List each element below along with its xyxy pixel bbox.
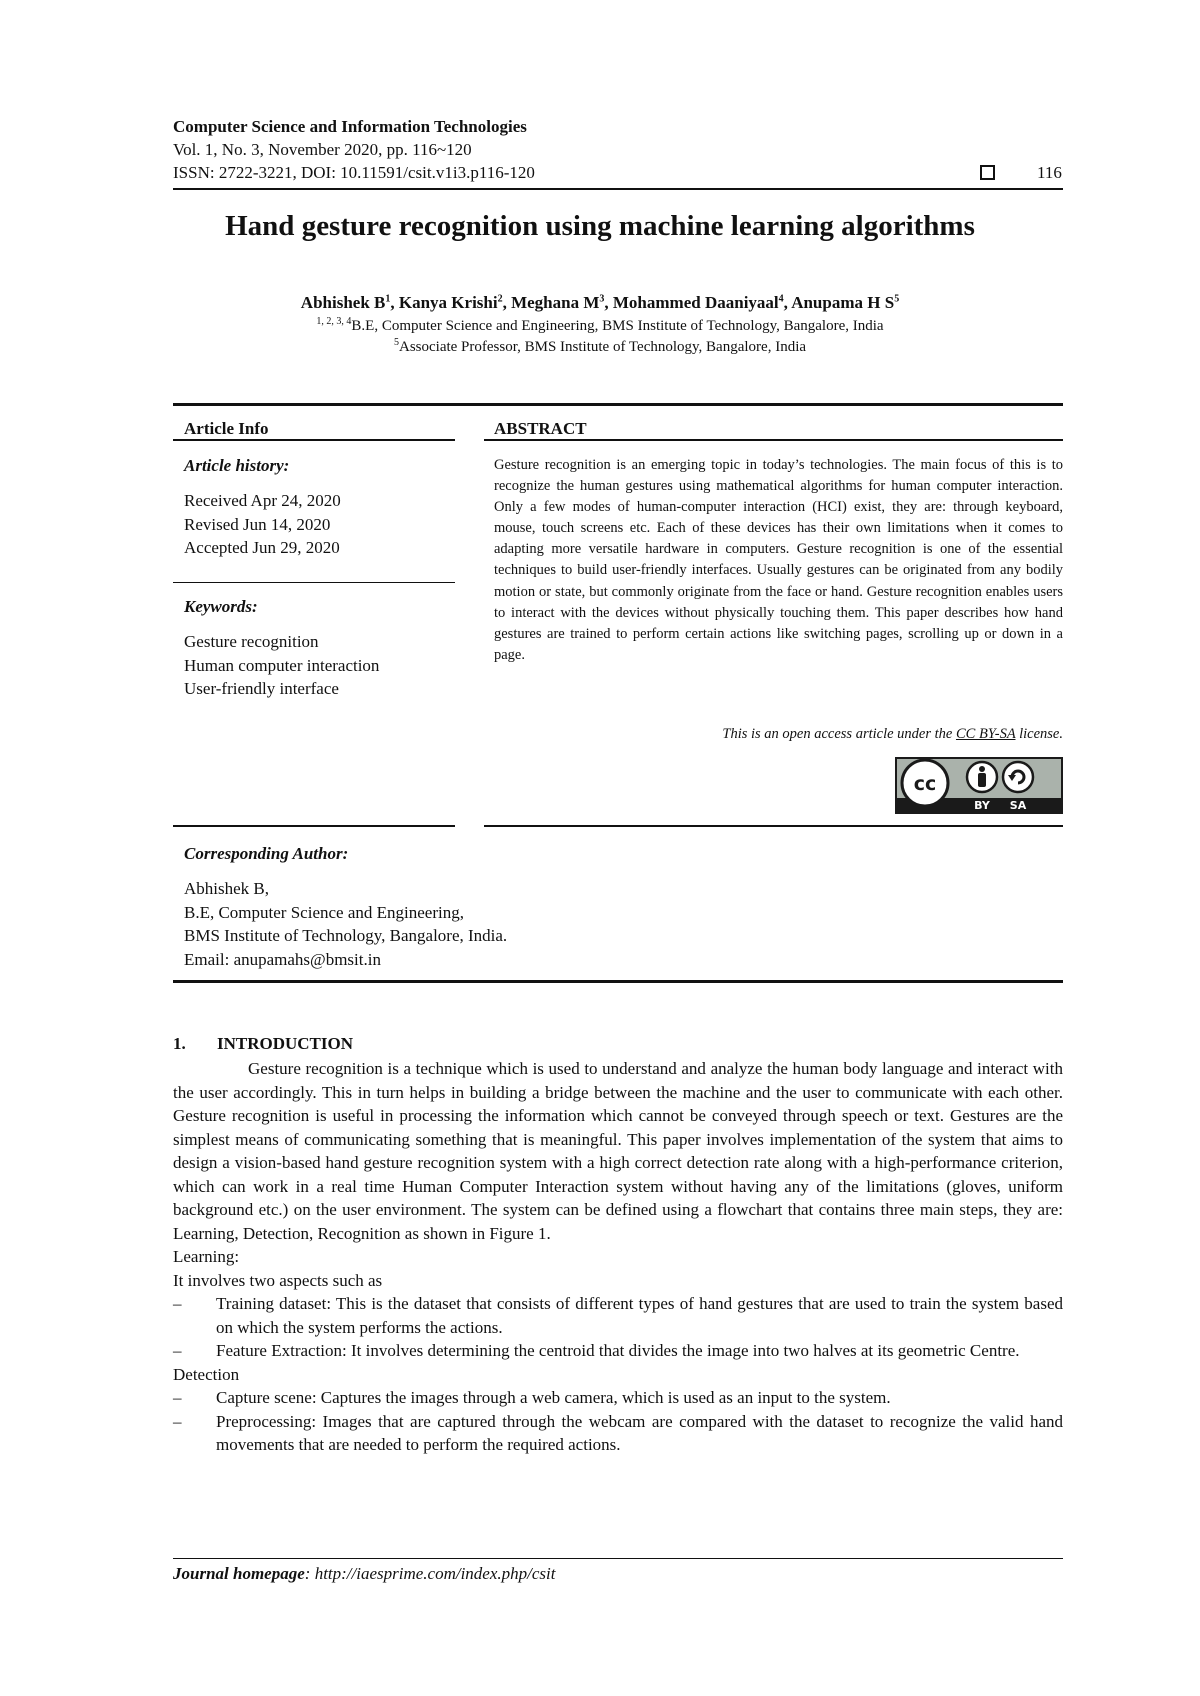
keywords-label: Keywords: (184, 597, 258, 616)
license-link[interactable]: CC BY-SA (955, 726, 1016, 742)
infobox-top-rule (173, 403, 1063, 406)
list-item-text: Capture scene: Captures the images through a web camera, which is used as an input to the system. (216, 1388, 891, 1407)
sa-label: SA (1009, 799, 1027, 812)
accepted-date: Accepted Jun 29, 2020 (184, 538, 340, 557)
bullet-dash: – (173, 1294, 182, 1313)
author-name: Abhishek B (300, 293, 386, 312)
footer-rule (173, 1558, 1063, 1559)
corresponding-author-label: Corresponding Author: (184, 844, 349, 863)
homepage-url[interactable]: : http://iaesprime.com/index.php/csit (304, 1564, 556, 1583)
keywords-rule (173, 582, 455, 583)
affiliation-1 (100, 316, 1100, 335)
learning-intro: It involves two aspects such as (173, 1270, 383, 1290)
license-line (494, 726, 1063, 743)
learning-label: Learning: (173, 1247, 240, 1266)
license-suffix: license. (1015, 726, 1063, 742)
section-heading (173, 1034, 353, 1054)
author-name: Anupama H S (791, 293, 895, 312)
person-body-icon (978, 773, 986, 787)
affiliation-2 (100, 337, 1100, 356)
revised-date: Revised Jun 14, 2020 (184, 514, 331, 534)
cc-by-sa-badge[interactable] (895, 757, 1063, 814)
introduction-body (173, 1057, 1063, 1457)
issn-line: ISSN: 2722-3221, DOI: 10.11591/csit.v1i3.p116-120 (173, 163, 535, 182)
sa-share-icon (1003, 762, 1033, 792)
corresponding-line: B.E, Computer Science and Engineering, (184, 902, 464, 922)
abstract-heading: ABSTRACT (494, 419, 587, 438)
list-item (173, 1386, 1063, 1410)
abstract-text: Gesture recognition is an emerging topic in today’s technologies. The main focus of this is to recognize the human gestures using mathematical algorithms for human computer interaction. Only a few modes of human-computer interaction (HCI) exist, they are: through keyboard, mouse, touch screens etc. Each of these devices has their own limitations when it comes to adapting more versatile hardware in computers. Gesture recognition is one of the essential techniques to build user-friendly interfaces. Usually gestures can be originated from any bodily motion or state, but commonly originate from the face or hand. Gesture recognition enables users to interact with the devices without physically touching them. This paper describes how hand gestures are trained to perform certain actions like switching pages, scrolling up or down in a page. (494, 457, 1063, 663)
author-list: Abhishek $B^1$, Kanya Krishi$^2$, Meghana $M^3$, Mohammed Daaniyaal$^4$, Anupama H $S^5$ (300, 293, 900, 312)
list-item (173, 1339, 1063, 1363)
list-item (173, 1292, 1063, 1339)
abstract-heading-rule (484, 439, 1063, 441)
homepage-label: Journal homepage (173, 1564, 305, 1583)
person-head-icon (979, 766, 985, 772)
paper-title: Hand gesture recognition using machine learning algorithms (225, 210, 975, 242)
page-number: 116 (1037, 163, 1062, 182)
author-sup: 5 (894, 293, 900, 305)
author-sup: 2 (497, 293, 503, 305)
author-name: Kanya Krishi (398, 293, 498, 312)
received-date: Received Apr 24, 2020 (184, 491, 341, 510)
bullet-dash: – (173, 1388, 182, 1407)
volume-line: Vol. 1, No. 3, November 2020, pp. 116~120 (173, 140, 472, 159)
detection-label: Detection (173, 1364, 240, 1384)
infobox-bottom-rule (173, 980, 1063, 983)
keyword: User-friendly interface (184, 679, 339, 698)
article-info-heading: Article Info (184, 419, 269, 438)
header-rule (173, 188, 1063, 190)
article-history-label: Article history: (184, 456, 290, 475)
affiliation-text: B.E, Computer Science and Engineering, BMS Institute of Technology, Bangalore, India (351, 318, 884, 334)
article-info-heading-rule (173, 439, 455, 441)
abstract-bottom-rule (484, 825, 1063, 827)
author-name: Mohammed Daaniyaal (612, 293, 779, 312)
affiliation-text: Associate Professor, BMS Institute of Technology, Bangalore, India (398, 339, 807, 355)
affiliation-sup: 5 (393, 337, 399, 348)
corresponding-email: Email: anupamahs@bmsit.in (184, 949, 381, 969)
section-title: INTRODUCTION (217, 1034, 354, 1053)
journal-name: Computer Science and Information Technologies (173, 117, 527, 136)
list-item-text: Feature Extraction: It involves determining the centroid that divides the image into two halves at its geometric Centre. (216, 1341, 1020, 1360)
cc-letters: cc (913, 773, 937, 795)
license-prefix: This is an open access article under the (722, 726, 956, 742)
bullet-dash: – (173, 1411, 182, 1431)
author-sup: 1 (385, 293, 391, 305)
author-sup: 4 (778, 293, 784, 305)
list-item-text: Training dataset: This is the dataset that consists of different types of hand gestures that are used to train the system based on which the system performs the actions. (216, 1294, 1063, 1337)
corresponding-line: BMS Institute of Technology, Bangalore, India. (184, 926, 508, 945)
author-name: Meghana M (511, 293, 600, 312)
cc-by-sa-badge-graphic (895, 757, 1063, 814)
corresponding-author-details (184, 877, 507, 971)
journal-homepage (173, 1564, 555, 1584)
square-icon (980, 165, 995, 180)
by-label: BY (974, 799, 990, 812)
bullet-dash: – (173, 1341, 182, 1360)
introduction-paragraph: Gesture recognition is a technique which is used to understand and analyze the human body language and interact with the user accordingly. This in turn helps in building a bridge between the machine and the user to communicate with each other. Gesture recognition is useful in processing the information which cannot be conveyed through speech or text. Gestures are the simplest means of communicating something that is meaningful. This paper involves implementation of the system that aims to design a vision-based hand gesture recognition system with a high correct detection rate along with a high-performance criterion, which can work in a real time Human Computer Interaction system without having any of the limitations (gloves, uniform background etc.) on the user environment. The system can be defined using a flowchart that contains three main steps, they are: Learning, Detection, Recognition as shown in Figure 1. (173, 1059, 1063, 1243)
keyword: Human computer interaction (184, 655, 380, 675)
author-sup: 3 (599, 293, 605, 305)
keyword: Gesture recognition (184, 632, 319, 651)
section-number: 1. (173, 1034, 186, 1053)
affiliation-sup: 1, 2, 3, 4 (316, 316, 352, 327)
list-item-text: Preprocessing: Images that are captured through the webcam are compared with the dataset to recognize the valid hand movements that are needed to perform the required actions. (216, 1411, 1063, 1454)
article-info-bottom-rule (173, 825, 455, 827)
keywords-list (184, 630, 379, 701)
article-history (184, 489, 341, 560)
list-item (173, 1410, 1063, 1457)
corresponding-line: Abhishek B, (184, 879, 269, 898)
